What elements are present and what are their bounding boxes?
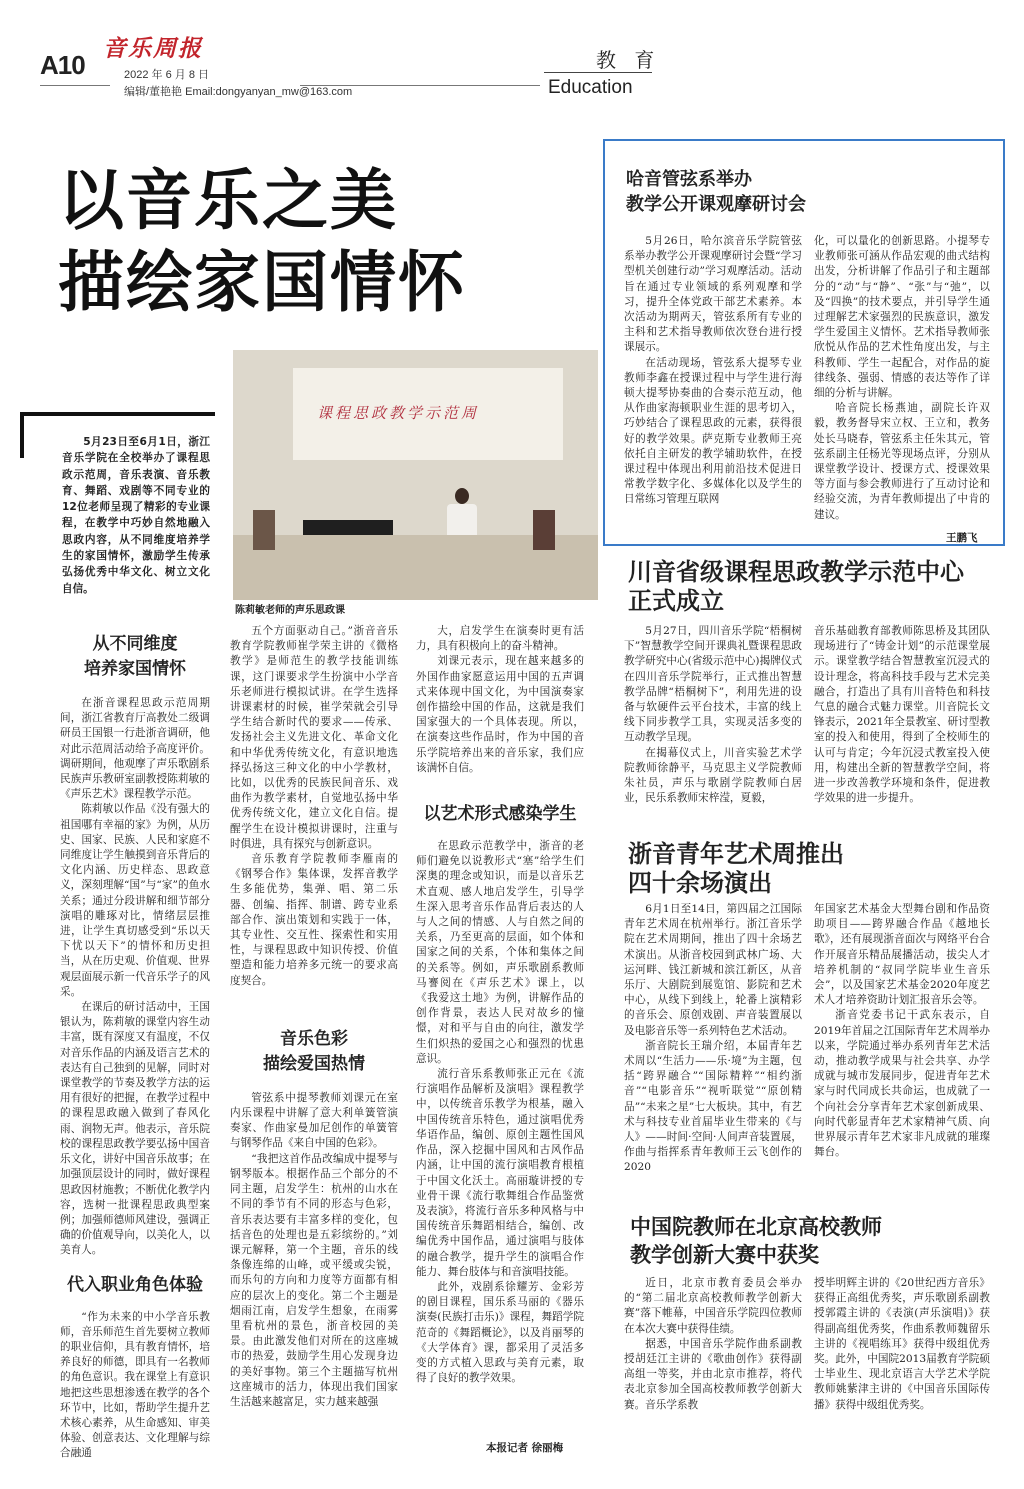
section-divider <box>544 72 652 73</box>
subheading-1 <box>60 632 210 682</box>
header-rule-left <box>40 85 110 86</box>
paragraph: 6月1日至14日，第四届之江国际青年艺术周在杭州举行。浙江音乐学院在艺术周期间，推出了四十余场艺术演出。从浙音校园到武林广场、大运河畔、钱江新城和滨江新区，从音乐厅、大剧院到展览馆、影院和艺术中心，从线下到线上，轮番上演精彩的音乐会、原创戏剧、声音装置展以及电影音乐等一系列特色艺术活动。 <box>624 903 802 1037</box>
paragraph: 哈音院长杨燕迪，副院长许双毅，教务督导宋立权、王立和，教务处长马晓春，管弦系主任朱其元，管弦系副主任杨光等现场点评，分别从课堂教学设计、授课方式、授课效果等方面与参会教师进行了互动讨论和经验交流，为青年教师提出了中肯的建议。 <box>814 402 990 521</box>
paragraph: 流行音乐系教师张正元在《流行演唱作品解析及演唱》课程教学中，以传统音乐教学为根基，融入中国传统音乐特色，通过演唱优秀华语作品，编创、原创主题性国风作品，深入挖掘中国风和古风作品内涵，让中国的流行演唱教育根植于中国文化沃土。高丽璇讲授的专业骨干课《流行歌舞组合作品鉴赏及表演》，将流行音乐多种风格与中国传统音乐舞蹈相结合，编创、改编优秀中国作品，通过演唱与肢体的融合教学，提升学生的演唱合作能力、舞台肢体与和音演唱技能。 <box>416 1068 584 1278</box>
masthead-logo: 音乐周报 <box>103 35 203 62</box>
subheading-3-line2: 描绘爱国热情 <box>263 1053 365 1074</box>
paragraph: 年国家艺术基金大型舞台剧和作品资助项目——跨界融合作品《越地长歌》，还有展现浙音面次与网络平台合作开展音乐精品展播活动，拔尖人才培养机制的“叔同学院毕业生音乐会”，以及国家艺术基金2020年度艺术人才培养资助计划汇报音乐会等。 <box>814 903 990 1007</box>
sichuan-column-2 <box>814 624 990 824</box>
main-headline-line2: 描绘家国情怀 <box>58 244 466 321</box>
main-column-2 <box>230 624 398 1452</box>
lead-paragraph: 5月23日至6月1日，浙江音乐学院在全校举办了课程思政示范周，音乐表演、音乐教育、舞蹈、戏剧等不同专业的12位老师呈现了精彩的专业课程，在教学中巧妙自然地融入思政内容，从不同维度培养学生的家国情怀，激励学生传承弘扬优秀中华文化、树立文化自信。 <box>62 436 210 595</box>
paragraph: 在课后的研讨活动中，王国银认为，陈莉敏的课堂内容生动丰富，既有深度又有温度，不仅对音乐作品的内涵及语言艺术的表达有自己独到的见解，同时对课堂教学的节奏及教学方法的运用有很好的把握，在教学过程中的课程思政融入做到了春风化雨、润物无声。他表示，音乐院校的课程思政教学要弘扬中国音乐文化，讲好中国音乐故事；在加强顶层设计的同时，做好课程思政因材施教；不断优化教学内容，选树一批课程思政典型案例；加强师德师风建设，强调正确的价值观导向，以美化人，以美育人。 <box>60 1001 210 1257</box>
paragraph: 大，启发学生在演奏时更有活力，具有积极向上的奋斗精神。 <box>416 625 584 653</box>
youth-week-column-1 <box>624 902 802 1204</box>
photo-caption: 陈莉敏老师的声乐思政课 <box>235 605 345 616</box>
youth-week-headline-line1: 浙音青年艺术周推出 <box>628 840 844 868</box>
lead-bar <box>20 412 215 416</box>
audience-shape <box>533 510 555 550</box>
audience-shape-left <box>253 510 275 550</box>
singer-head <box>455 488 469 504</box>
main-headline-line1: 以音乐之美 <box>58 162 398 239</box>
paragraph: 在浙音课程思政示范周期间，浙江省教育厅高教处二级调研员王国银一行赴浙音调研，他对此示范周活动给予高度评价。调研期间，他观摩了声乐歌剧系民族声乐教研室副教授陈莉敏的《声乐艺术》课程教学示范。 <box>60 697 210 801</box>
youth-week-headline-line2: 四十余场演出 <box>628 869 772 897</box>
photo-banner-text: 课程思政教学示范周 <box>317 404 480 422</box>
award-column-2 <box>814 1276 990 1470</box>
award-headline-line1: 中国院教师在北京高校教师 <box>630 1215 882 1239</box>
subheading-3-line1: 音乐色彩 <box>280 1028 348 1049</box>
paragraph: 5月26日，哈尔滨音乐学院管弦系举办教学公开课观摩研讨会暨“学习型机关创建行动”学习观摩活动。活动旨在通过专业领域的系列观摩和学习，提升全体党政干部艺术素养。本次活动为期两天，管弦系所有专业的主科和艺术指导教师依次登台进行授课展示。 <box>624 235 802 354</box>
lead-bar-vertical <box>20 412 24 458</box>
byline: 本报记者 徐丽梅 <box>486 1442 564 1454</box>
harbin-headline-line1: 哈音管弦系举办 <box>626 169 752 190</box>
sichuan-headline-line1: 川音省级课程思政教学示范中心 <box>628 558 964 586</box>
editor-info: 编辑/董艳艳 Email:dongyanyan_mw@163.com <box>124 86 353 98</box>
paragraph: 浙音党委书记干武东表示，自2019年首届之江国际青年艺术周举办以来，学院通过举办系列青年艺术活动，推动教学成果与社会共享、办学成就与城市发展同步，促进青年艺术家与时代同成长共命运，也成就了一个向社会分享青年艺术家创新成果、向时代彰显青年艺术家精神气质、向世界展示青年艺术家非凡成就的璀璨舞台。 <box>814 1009 990 1159</box>
main-headline <box>58 160 466 324</box>
paragraph: 音乐基础教育部教师陈思桥及其团队现场进行了“铸金计划”的示范课堂展示。课堂教学结合智慧教室沉浸式的设计理念，将高科技手段与艺术完美融合，打造出了具有川音特色和科技气息的融合式魅力课堂。川音院长文锋表示，2021年全景教室、研讨型教室的投入和使用，得到了全校师生的认可与肯定；今年沉浸式教室投入使用，构建出全新的智慧教学空间，将进一步改善教学环境和条件，促进教学效果的进一步提升。 <box>814 625 990 805</box>
lecture-photo <box>233 350 598 600</box>
harbin-headline-line2: 教学公开课观摩研讨会 <box>626 194 806 215</box>
subheading-1-line1: 从不同维度 <box>92 634 178 654</box>
paragraph: 据悉，中国音乐学院作曲系副教授胡廷江主讲的《歌曲创作》获得副高组一等奖，并由北京市推荐，将代表北京参加全国高校教师教学创新大赛。音乐学系教 <box>624 1337 802 1411</box>
paragraph: “我把这首作品改编成中提琴与钢琴版本。根据作品三个部分的不同主题，启发学生：杭州的山水在不同的季节有不同的形态与色彩，音乐表达要有丰富多样的变化，包括音色的处理也是五彩缤纷的。”刘课元解释，第一个主题，音乐的线条像连绵的山峰，或平缓或尖锐，而乐句的方向和力度等方面都有相应的层次上的变化。第二个主题是烟雨江南，启发学生想象，在雨雾里看杭州的景色，浙音校园的美景。由此激发他们对所在的这座城市的热爱，鼓励学生用心发现身边的美好事物。第三个主题描写杭州这座城市的活力，体现出我们国家生活越来越富足，实力越来越强 <box>230 1152 398 1408</box>
harbin-column-2 <box>814 234 990 540</box>
paragraph: 音乐教育学院教师李雁南的《钢琴合作》集体课，发挥音教学生多能优势，集弹、唱、第二乐器、创编、指挥、制谱、跨专业系部合作、演出策划和实践于一体，其专业性、交互性、探索性和实用性，与课程思政中知识传授、价值塑造和能力培养多元统一的要求高度契合。 <box>230 853 398 987</box>
paragraph: 管弦系中提琴教师刘课元在室内乐课程中讲解了意大利单簧管演奏家、作曲家曼加尼创作的单簧管与钢琴作品《来自中国的色彩》。 <box>230 1091 398 1150</box>
harbin-byline: 王鹏飞 <box>946 532 978 544</box>
paragraph: 5月27日，四川音乐学院“梧桐树下”智慧教学空间开课典礼暨课程思政教学研究中心(省级示范中心)揭牌仪式在四川音乐学院举行，正式推出智慧教学品牌“梧桐树下”，利用先进的设备与软硬件云平台技术，丰富的线上线下同步教学工具，实现灵活多变的互动教学呈现。 <box>624 625 802 744</box>
award-column-1 <box>624 1276 802 1470</box>
header-rule-right <box>300 85 540 86</box>
section-title-en: Education <box>548 77 633 98</box>
paragraph: 浙音院长王瑞介绍，本届青年艺术周以“生活力——乐·境”为主题，包括“跨界融合”“国际精粹”“相约浙音”“电影音乐”“视听联觉”“原创精品”“未来之星”七大板块。其中，有艺术与科技专业首届毕业生带来的《与人》——时间·空间·人间声音装置展，作曲与指挥系青年教师王云飞创作的2020 <box>624 1039 802 1174</box>
sichuan-column-1 <box>624 624 802 824</box>
paragraph: 在揭幕仪式上，川音实验艺术学院教师徐静平，马克思主义学院教师朱社员，声乐与歌剧学院教师白居业，民乐系教师宋梓滢，夏毅， <box>624 746 802 805</box>
subheading-2: 代入职业角色体验 <box>67 1274 203 1295</box>
main-column-3 <box>416 624 584 1424</box>
paragraph: 近日，北京市教育委员会举办的“第二届北京高校教师教学创新大赛”落下帷幕，中国音乐学院四位教师在本次大赛中获得佳绩。 <box>624 1277 802 1335</box>
youth-week-column-2 <box>814 902 990 1204</box>
sichuan-headline <box>628 558 964 616</box>
paragraph: 此外，戏剧系徐耀芳、金彩芳的剧目课程，国乐系马丽的《器乐演奏(民族打击乐)》课程，舞蹈学院范奇的《舞蹈概论》，以及肖丽琴的《大学体育》课，都采用了灵活多变的方式植入思政与美育元素，取得了良好的教学效果。 <box>416 1280 584 1385</box>
youth-week-headline <box>628 840 844 898</box>
harbin-headline <box>626 167 806 217</box>
subheading-4: 以艺术形式感染学生 <box>423 804 577 825</box>
paragraph: 五个方面驱动自己。”浙音音乐教育学院教师崔学荣主讲的《微格教学》是师范生的教学技能训练课，这门课要求学生扮演中小学音乐老师进行模拟试讲。在学生选择讲课素材的时候，崔学荣就会引导学生结合新时代的要求——传承、发扬社会主义先进文化、革命文化和中华优秀传统文化，有意识地选择弘扬这三种文化的中小学教材，比如，以优秀的民族民间音乐、戏曲作为教学素材，自觉地弘扬中华优秀传统文化，建立文化自信。提醒学生在设计模拟讲课时，注重与时俱进，具有探究与创新意识。 <box>230 625 398 850</box>
award-headline-line2: 教学创新大赛中获奖 <box>630 1243 819 1267</box>
subheading-1-line2: 培养家国情怀 <box>84 659 186 679</box>
sichuan-headline-line2: 正式成立 <box>628 587 724 615</box>
main-column-1 <box>60 632 210 1460</box>
paragraph: “作为未来的中小学音乐教师，音乐师范生首先要树立教师的职业信仰，具有教育情怀，培养良好的师德，即具有一名教师的角色意识。我在课堂上有意识地把这些思想渗透在教学的各个环节中，比如，帮助学生提升艺术核心素养，从生命感知、审美体验、创意表达、文化理解与综合融通 <box>60 1310 210 1460</box>
award-headline <box>630 1213 882 1269</box>
paragraph: 在思政示范教学中，浙音的老师们避免以说教形式“塞”给学生们深奥的理念或知识，而是以音乐艺术直观、感人地启发学生，引导学生深入思考音乐作品背后表达的人与人之间的情感、人与自然之间的关系，乃至更高的层面，如个体和国家之间的关系，个体和集体之间的关系等。例如，声乐歌剧系教师马謇阅在《声乐艺术》课上，以《我爱这土地》为例，讲解作品的创作背景，表达人民对故乡的憧憬，对和平与自由的向往，激发学生们炽热的爱国之心和强烈的忧患意识。 <box>416 840 584 1065</box>
page-number: A10 <box>40 50 85 80</box>
paragraph: 在活动现场，管弦系大提琴专业教师李鑫在授课过程中与学生进行海顿大提琴协奏曲的合奏示范互动，他从作曲家海顿职业生涯的思考切入，巧妙结合了课程思政的元素，获得很好的教学效果。萨克斯专业教师王亮依托自主研发的教学辅助软件，在授课过程中体现出利用前沿技术促进日常教学数字化、多媒体化以及学生的日常练习管理互联网 <box>624 356 802 506</box>
paragraph: 授毕明辉主讲的《20世纪西方音乐》获得正高组优秀奖，声乐歌剧系副教授郭霞主讲的《表演(声乐演唱)》获得副高组优秀奖，作曲系教师魏留乐主讲的《视唱练耳》获得中级组优秀奖。此外，中国院2013届教育学院硕士毕业生、现北京语言大学艺术学院教师姚紫津主讲的《中国音乐国际传播》获得中级组优秀奖。 <box>814 1277 990 1411</box>
subheading-3 <box>230 1027 398 1077</box>
section-title: 教 育 <box>596 48 661 72</box>
issue-date: 2022 年 6 月 8 日 <box>124 69 209 81</box>
paragraph: 化，可以量化的创新思路。小提琴专业教师张可涵从作品宏观的曲式结构出发，分析讲解了作品引子和主题部分的“动”与“静”、“张”与“弛”，以及“四换”的技术要点，并引导学生通过理解艺术家强烈的民族意识，激发学生爱国主义情怀。艺术指导教师张欣悦从作品的艺术性角度出发，与主科教师、学生一起配合，对作品的旋律线条、强弱、情感的表达等作了详细的分析与讲解。 <box>814 235 990 400</box>
paragraph: 陈莉敏以作品《没有强大的祖国哪有幸福的家》为例，从历史、国家、民族、人民和家庭不同维度让学生触摸到音乐背后的文化内涵、历史样态、思政意义，深刻理解“国”与“家”的鱼水关系；通过分段讲解和细节部分演唱的雕琢对比，情绪层层推进，让学生真切感受到“乐以天下忧以天下”的情怀和历史担当，从在历史观、价值观、世界观层面展示新一代音乐学子的风采。 <box>60 803 210 998</box>
paragraph: 刘课元表示，现在越来越多的外国作曲家愿意运用中国的五声调式来体现中国文化，为中国演奏家创作描绘中国的作品，这就是我们国家强大的一个具体表现。所以，在演奏这些作品时，作为中国的音乐学院培养出来的音乐家，我们应该满怀自信。 <box>416 655 584 774</box>
harbin-column-1 <box>624 234 802 540</box>
